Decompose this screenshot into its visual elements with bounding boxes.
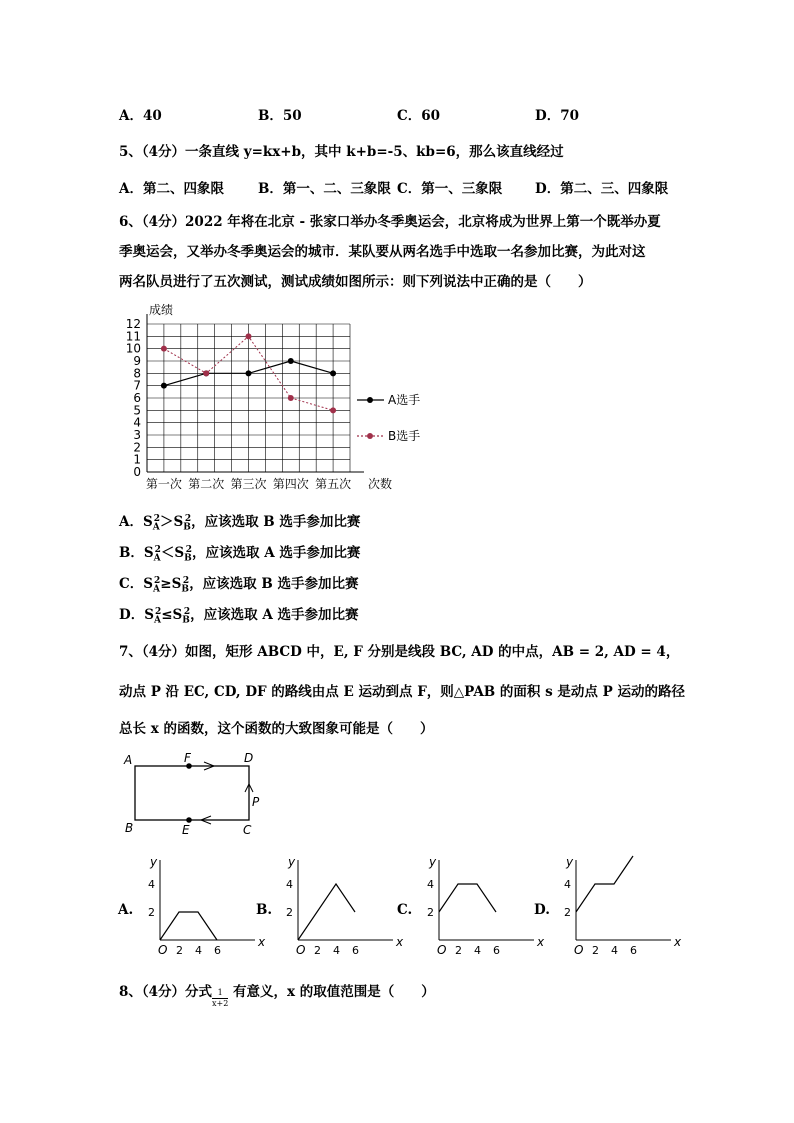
fraction-numerator: 1 xyxy=(212,988,228,999)
origin-label: O xyxy=(296,943,306,957)
q5-option-c: C．第一、三象限 xyxy=(397,181,503,197)
x-tick-label: 4 xyxy=(474,944,481,957)
q6-option-d: D．$S_A^2\le S_B^2$，应该选取 A 选手参加比赛 xyxy=(119,606,359,626)
label-b: B xyxy=(125,821,134,835)
y-tick-label: 1 xyxy=(133,452,141,467)
q6-option-b: B．$S_A^2<S_B^2$，应该选取 A 选手参加比赛 xyxy=(119,544,361,564)
x-tick-label: 第三次 xyxy=(230,477,267,491)
label-a: A xyxy=(124,753,133,767)
y-tick-label: 10 xyxy=(125,341,141,356)
origin-label: O xyxy=(158,943,168,957)
q6-line-1: 6、（4分）2022 年将在北京 - 张家口举办冬季奥运会，北京将成为世界上第一个既举办夏 xyxy=(119,214,661,230)
y-tick-label: 4 xyxy=(148,878,155,891)
function-curve xyxy=(160,912,217,940)
data-point xyxy=(288,358,294,364)
q4-option-c: C．60 xyxy=(397,108,441,124)
origin-label: O xyxy=(437,943,447,957)
origin-label: O xyxy=(574,943,584,957)
y-tick-label: 2 xyxy=(148,906,155,919)
q8-stem-a: 8、（4分）分式 xyxy=(119,984,213,1000)
x-axis-label: x xyxy=(258,935,266,949)
y-tick-label: 4 xyxy=(133,415,141,430)
x-axis-label: x xyxy=(396,935,404,949)
data-point xyxy=(246,333,252,339)
q7-line-1: 7、（4分）如图，矩形 ABCD 中，E, F 分别是线段 BC, AD 的中点，AB = 2, AD = 4， xyxy=(119,644,680,660)
y-tick-label: 2 xyxy=(564,906,571,919)
q7-line-3: 总长 x 的函数，这个函数的大致图象可能是（ ） xyxy=(119,721,434,737)
data-point xyxy=(246,370,252,376)
label-e: E xyxy=(182,823,190,837)
x-tick-label: 2 xyxy=(592,944,599,957)
q8-stem-b: 有意义，x 的取值范围是（ ） xyxy=(233,984,435,1000)
rectangle-figure xyxy=(118,748,278,840)
q4-option-d: D．70 xyxy=(535,108,579,124)
x-tick-label: 4 xyxy=(611,944,618,957)
fraction-denominator: x+2 xyxy=(212,999,229,1008)
x-tick-label: 第五次 xyxy=(315,477,352,491)
q7-line-2: 动点 P 沿 EC, CD, DF 的路线由点 E 运动到点 F，则△PAB 的面积 s 是动点 P 运动的路径 xyxy=(119,684,685,700)
x-tick-label: 2 xyxy=(176,944,183,957)
y-tick-label: 12 xyxy=(125,317,141,331)
q6-line-2: 季奥运会，又举办冬季奥运会的城市．某队要从两名选手中选取一名参加比赛，为此对这 xyxy=(119,244,646,260)
y-tick-label: 3 xyxy=(133,428,141,442)
y-axis-label: y xyxy=(566,855,574,869)
y-tick-label: 4 xyxy=(286,878,293,891)
x-axis-label: x xyxy=(674,935,682,949)
x-axis-label: x xyxy=(537,935,545,949)
q6-option-a: A．$S_A^2>S_B^2$，应该选取 B 选手参加比赛 xyxy=(119,513,361,533)
function-curve xyxy=(298,884,355,940)
label-d: D xyxy=(244,751,254,765)
x-tick-label: 6 xyxy=(493,944,500,957)
q6-option-c: C．$S_A^2\ge S_B^2$，应该选取 B 选手参加比赛 xyxy=(119,575,359,595)
legend-marker xyxy=(367,433,373,439)
y-tick-label: 9 xyxy=(133,354,141,368)
q5-option-d: D．第二、三、四象限 xyxy=(535,181,669,197)
x-tick-label: 6 xyxy=(352,944,359,957)
legend-label: B选手 xyxy=(388,429,421,443)
q4-option-a: A．40 xyxy=(119,108,162,124)
x-tick-label: 第一次 xyxy=(145,477,182,491)
y-axis-label: y xyxy=(150,855,158,869)
q4-option-b: B．50 xyxy=(258,108,302,124)
x-tick-label: 2 xyxy=(455,944,462,957)
data-point xyxy=(161,383,167,389)
y-tick-label: 2 xyxy=(427,906,434,919)
point-e xyxy=(186,817,192,823)
label-f: F xyxy=(184,751,191,765)
x-axis-title: 次数 xyxy=(367,477,393,491)
score-line-chart xyxy=(112,300,442,495)
legend-marker xyxy=(367,397,373,403)
x-tick-label: 6 xyxy=(630,944,637,957)
q5-option-b: B．第一、二、三象限 xyxy=(258,181,391,197)
q5-stem: 5、（4分）一条直线 y=kx+b，其中 k+b=-5、kb=6，那么该直线经过 xyxy=(119,144,564,160)
x-tick-label: 2 xyxy=(314,944,321,957)
legend-label: A选手 xyxy=(388,393,421,407)
y-axis-title: 成绩 xyxy=(149,303,174,317)
q5-option-a: A．第二、四象限 xyxy=(119,181,224,197)
function-curve xyxy=(576,856,633,912)
x-tick-label: 4 xyxy=(333,944,340,957)
data-point xyxy=(330,370,336,376)
y-tick-label: 7 xyxy=(133,378,141,393)
x-tick-label: 6 xyxy=(214,944,221,957)
graph-label: D. xyxy=(534,902,550,918)
x-tick-label: 4 xyxy=(195,944,202,957)
y-tick-label: 2 xyxy=(133,440,141,455)
rectangle-abcd xyxy=(135,766,249,820)
q6-line-3: 两名队员进行了五次测试，测试成绩如图所示：则下列说法中正确的是（ ） xyxy=(119,274,592,290)
y-axis-label: y xyxy=(288,855,296,869)
y-tick-label: 4 xyxy=(564,878,571,891)
y-tick-label: 2 xyxy=(286,906,293,919)
q8-fraction xyxy=(212,988,228,1009)
y-tick-label: 11 xyxy=(125,329,141,344)
label-c: C xyxy=(243,823,252,837)
data-point xyxy=(330,407,336,413)
y-tick-label: 6 xyxy=(133,391,141,405)
graph-label: B. xyxy=(256,902,273,918)
x-tick-label: 第二次 xyxy=(188,477,225,491)
graph-label: C. xyxy=(397,902,413,918)
y-tick-label: 0 xyxy=(133,465,141,479)
y-tick-label: 5 xyxy=(133,403,141,418)
graph-label: A. xyxy=(118,902,134,918)
y-tick-label: 4 xyxy=(427,878,434,891)
label-p: P xyxy=(252,795,260,809)
x-tick-label: 第四次 xyxy=(272,477,309,491)
data-point xyxy=(203,370,209,376)
y-axis-label: y xyxy=(429,855,437,869)
data-point xyxy=(161,346,167,352)
function-curve xyxy=(439,884,496,912)
data-point xyxy=(288,395,294,401)
y-tick-label: 8 xyxy=(133,366,141,381)
